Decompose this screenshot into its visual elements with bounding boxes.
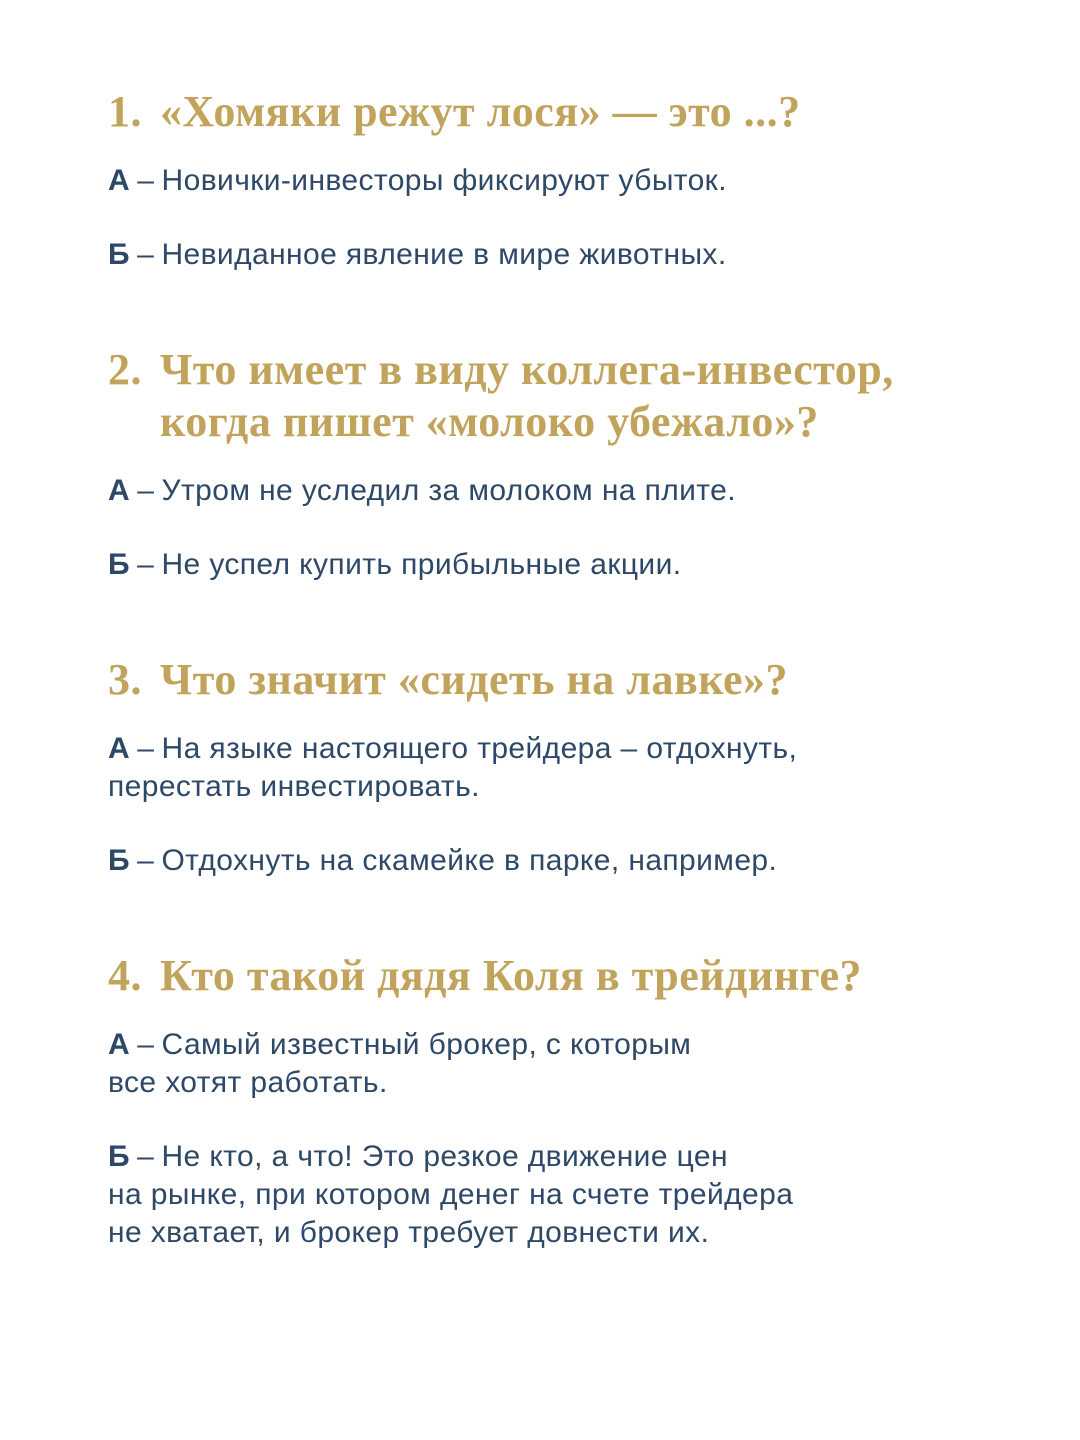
question-block-1 [108,86,1030,274]
question-title-text [160,344,1030,448]
question-title [108,950,1030,1002]
option-a [108,730,1008,806]
question-number: 3. [108,655,142,704]
question-title-text [160,86,1030,138]
option-text-line: на рынке, при котором денег на счете трейдера [108,1178,794,1211]
option-text-line: Не кто, а что! Это резкое движение цен [161,1140,728,1173]
option-text-line: перестать инвестировать. [108,770,480,803]
option-letter: Б [108,1140,130,1173]
option-text-line: Невиданное явление в мире животных. [161,238,727,271]
option-separator: – [137,474,155,507]
option-separator: – [137,238,155,271]
question-block-3 [108,654,1030,880]
question-title-line: Что имеет в виду коллега-инвестор, [160,345,894,394]
option-text-line: Не успел купить прибыльные акции. [161,548,682,581]
option-separator: – [137,732,155,765]
question-number: 2. [108,345,142,394]
option-b [108,546,1008,584]
option-text-line: Самый известный брокер, с которым [161,1028,692,1061]
option-a [108,1026,1008,1102]
option-letter: А [108,732,131,765]
question-number: 1. [108,87,142,136]
option-separator: – [137,844,155,877]
option-text-line: Новички-инвесторы фиксируют убыток. [161,164,727,197]
option-text-line: На языке настоящего трейдера – отдохнуть, [161,732,798,765]
option-letter: А [108,164,131,197]
question-title-text [160,654,1030,706]
option-separator: – [137,164,155,197]
option-letter: А [108,474,131,507]
question-block-4 [108,950,1030,1252]
question-title-line: «Хомяки режут лося» — это ...? [160,87,801,136]
question-title-text [160,950,1030,1002]
option-separator: – [137,1140,155,1173]
question-title [108,654,1030,706]
option-text-line: Утром не уследил за молоком на плите. [161,474,736,507]
question-title-line: Кто такой дядя Коля в трейдинге? [160,951,863,1000]
option-letter: Б [108,844,130,877]
question-block-2 [108,344,1030,584]
option-a [108,162,1008,200]
question-title-line: когда пишет «молоко убежало»? [160,397,819,446]
option-b [108,236,1008,274]
option-separator: – [137,1028,155,1061]
option-separator: – [137,548,155,581]
option-letter: Б [108,548,130,581]
option-letter: А [108,1028,131,1061]
option-a [108,472,1008,510]
option-text-line: Отдохнуть на скамейке в парке, например. [161,844,778,877]
question-title [108,86,1030,138]
option-text-line: не хватает, и брокер требует довнести их. [108,1216,710,1249]
question-title [108,344,1030,448]
option-letter: Б [108,238,130,271]
question-title-line: Что значит «сидеть на лавке»? [160,655,789,704]
question-number: 4. [108,951,142,1000]
option-text-line: все хотят работать. [108,1066,388,1099]
option-b [108,842,1008,880]
option-b [108,1138,1008,1252]
